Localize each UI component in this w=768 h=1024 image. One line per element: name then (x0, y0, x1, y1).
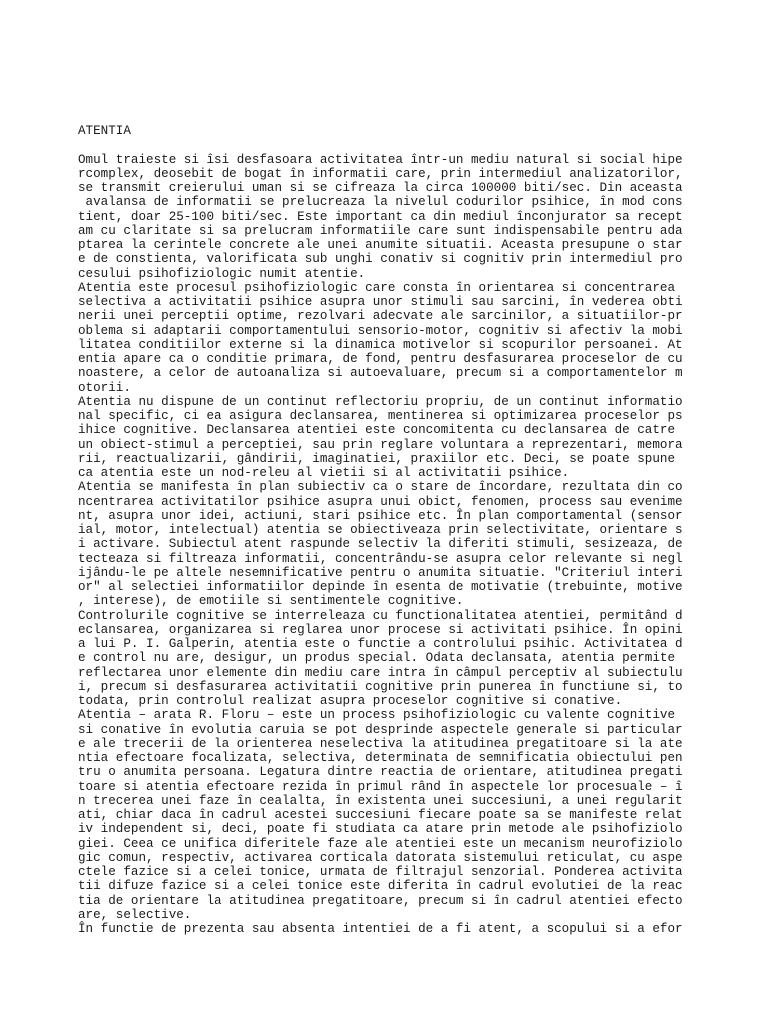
text-line: tru o anumita persoana. Legatura dintre reactia de orientare, atitudinea pregati (78, 765, 683, 780)
text-line: nerii unei perceptii optime, rezolvari adecvate ale sarcinilor, a situatiilor-pr (78, 309, 683, 324)
document-page (78, 124, 768, 936)
document-body (78, 153, 768, 937)
text-line: si conative în evolutia caruia se pot desprinde aspectele generale si particular (78, 722, 683, 737)
text-line: ctele fazice si a celei tonice, urmata de filtrajul senzorial. Ponderea activita (78, 865, 683, 879)
text-line: e control nu are, desigur, un produs special. Odata declansata, atentia permite (78, 651, 676, 666)
text-line: giei. Ceea ce unifica diferitele faze ale atentiei este un mecanism neurofiziolo (78, 836, 683, 851)
text-line: avalansa de informatii se prelucreaza la nivelul codurilor psihice, în mod cons (78, 195, 683, 210)
text-line: reflectarea unor elemente din mediu care intra în câmpul perceptiv al subiectulu (78, 665, 683, 680)
text-line: tient, doar 25-100 biti/sec. Este important ca din mediul înconjurator sa recept (78, 209, 683, 224)
text-line: todata, prin controlul realizat asupra proceselor cognitive si conative. (78, 694, 623, 708)
text-line: noastere, a celor de autoanaliza si autoevaluare, precum si a comportamentelor m (78, 366, 683, 381)
text-line: Atentia – arata R. Floru – este un process psihofiziologic cu valente cognitive (78, 708, 676, 723)
text-line: tia de orientare la atitudinea pregatitoare, precum si în cadrul atentiei efecto (78, 893, 683, 908)
text-line: , interese), de emotiile si sentimentele cognitive. (78, 594, 464, 609)
text-line: otorii. (78, 380, 131, 395)
text-line: litatea conditiilor externe si la dinamica motivelor si scopurilor persoanei. At (78, 337, 683, 352)
text-line: ncentrarea activitatilor psihice asupra unui obict, fenomen, process sau evenime (78, 494, 683, 509)
text-line: a lui P. I. Galperin, atentia este o functie a controlului psihic. Activitatea d (78, 637, 683, 651)
text-line: rii, reactualizarii, gândirii, imaginatiei, praxiilor etc. Deci, se poate spune (78, 451, 676, 466)
text-line: ati, chiar daca în cadrul acestei succesiuni fiecare poate sa se manifeste relat (78, 808, 683, 822)
text-line: Atentia se manifesta în plan subiectiv ca o stare de încordare, rezultata din co (78, 480, 683, 495)
text-line: n trecerea unei faze în cealalta, în existenta unei succesiuni, a unei regularit (78, 793, 683, 808)
text-line: tecteaza si filtreaza informatii, concentrându-se asupra celor relevante si negl (78, 551, 683, 566)
text-line: e de constienta, valorificata sub unghi conativ si cognitiv prin intermediul pro (78, 252, 683, 267)
text-line: cesului psihofiziologic numit atentie. (78, 266, 366, 281)
text-line: are, selective. (78, 907, 192, 922)
text-line: am cu claritate si sa prelucram informatiile care sunt indispensabile pentru ada (78, 223, 683, 238)
text-line: Atentia nu dispune de un continut reflectoriu propriu, de un continut informatio (78, 394, 683, 409)
text-line: selectiva a activitatii psihice asupra unor stimuli sau sarcini, în vederea obti (78, 295, 683, 309)
text-line: Omul traieste si îsi desfasoara activitatea într-un mediu natural si social hipe (78, 152, 683, 167)
text-line: i activare. Subiectul atent raspunde selectiv la diferiti stimuli, sesizeaza, de (78, 537, 683, 552)
document-title: ATENTIA (78, 124, 131, 138)
text-line: iv independent si, deci, poate fi studiata ca atare prin metode ale psihofiziolo (78, 822, 683, 837)
text-line: e ale trecerii de la orienterea neselectiva la atitudinea pregatitoare si la ate (78, 736, 683, 751)
text-line: gic comun, respectiv, activarea corticala datorata sistemului reticulat, cu aspe (78, 850, 683, 865)
text-line: tii difuze fazice si a celei tonice este diferita în cadrul evolutiei de la reac (78, 879, 683, 894)
text-line: rcomplex, deosebit de bogat în informatii care, prin intermediul analizatorilor, (78, 166, 683, 181)
text-line: ijându-le pe altele nesemnificative pentru o anumita situatie. "Criteriul interi (78, 565, 683, 580)
text-line: i, precum si desfasurarea activitatii cognitive prin punerea în functiune si, to (78, 679, 683, 694)
text-line: un obiect-stimul a perceptiei, sau prin reglare voluntara a reprezentari, memora (78, 437, 683, 452)
title-spacer (78, 138, 768, 152)
text-line: ntia efectoare focalizata, selectiva, determinata de semnificatia obiectului pen (78, 751, 683, 765)
text-line: Atentia este procesul psihofiziologic care consta în orientarea si concentrarea (78, 280, 676, 295)
text-line: nt, asupra unor idei, actiuni, stari psihice etc. În plan comportamental (sensor (78, 508, 683, 523)
text-line: eclansarea, organizarea si reglarea unor procese si activitati psihice. În opini (78, 622, 683, 637)
text-line: ial, motor, intelectual) atentia se obiectiveaza prin selectivitate, orientare s (78, 523, 683, 537)
text-line: oblema si adaptarii comportamentului sensorio-motor, cognitiv si afectiv la mobi (78, 323, 683, 338)
text-line: or" al selectiei informatiilor depinde în esenta de motivatie (trebuinte, motive (78, 580, 683, 594)
text-line: ptarea la cerintele concrete ale unei anumite situatii. Aceasta presupune o star (78, 238, 683, 252)
text-line: ihice cognitive. Declansarea atentiei este concomitenta cu declansarea de catre (78, 423, 676, 438)
text-line: entia apare ca o conditie primara, de fond, pentru desfasurarea proceselor de cu (78, 352, 683, 366)
text-line: În functie de prezenta sau absenta intentiei de a fi atent, a scopului si a efor (78, 922, 683, 936)
text-line: Controlurile cognitive se interreleaza cu functionalitatea atentiei, permitând d (78, 608, 683, 623)
text-line: nal specific, ci ea asigura declansarea, mentinerea si optimizarea proceselor ps (78, 409, 683, 423)
text-line: se transmit creierului uman si se cifreaza la circa 100000 biti/sec. Din aceasta (78, 181, 683, 195)
text-line: ca atentia este un nod-releu al vietii si al activitatii psihice. (78, 466, 570, 480)
text-line: toare si atentia efectoare rezida în primul rând în aspectele lor procesuale – î (78, 779, 683, 794)
